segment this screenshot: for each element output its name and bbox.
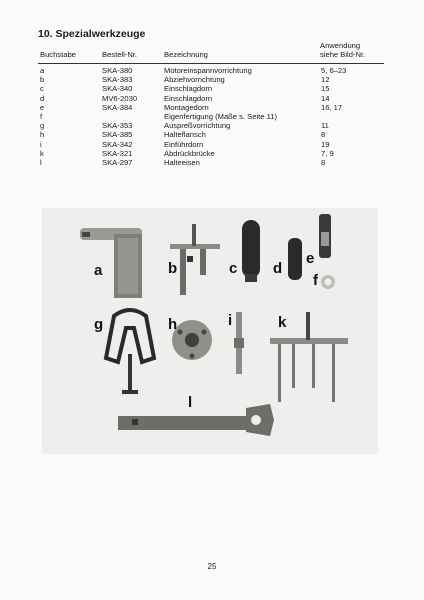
row-letter: a	[40, 66, 45, 75]
row-bezeichnung: Abdrückbrücke	[164, 148, 215, 158]
row-letter: k	[40, 148, 44, 158]
row-anwendung: 8	[321, 130, 326, 140]
row-bestell-nr: SKA-384	[102, 102, 133, 112]
tools-illustration	[42, 208, 378, 454]
row-bezeichnung: Einführdorn	[164, 139, 204, 149]
row-bestell-nr: SKA-297	[102, 158, 133, 167]
row-bezeichnung: Auspreßvorrichtung	[164, 121, 231, 131]
header-divider	[38, 63, 384, 64]
row-bestell-nr: MV6-2030	[102, 93, 138, 103]
row-letter: i	[40, 139, 42, 149]
row-bezeichnung: Montagedorn	[164, 102, 209, 112]
table-row	[0, 75, 424, 84]
tool-d-drawing	[288, 238, 302, 280]
row-letter: g	[40, 121, 45, 131]
photo-label-c: c	[229, 260, 238, 277]
table-row	[0, 94, 424, 103]
row-bestell-nr: SKA-385	[102, 130, 133, 140]
row-anwendung: 15	[321, 84, 330, 94]
tool-c-drawing	[242, 220, 260, 282]
table-row	[0, 140, 424, 149]
row-letter: f	[40, 112, 43, 121]
photo-label-g: g	[94, 316, 104, 333]
row-bezeichnung: Abziehvorrichtung	[164, 75, 225, 85]
photo-label-e: e	[306, 250, 315, 267]
row-anwendung: 12	[321, 75, 330, 85]
row-anwendung: 19	[321, 139, 330, 149]
table-row	[0, 149, 424, 158]
photo-label-i: i	[228, 312, 233, 329]
tool-g-drawing	[106, 310, 154, 394]
photo-label-a: a	[94, 262, 103, 279]
row-anwendung: 7, 9	[321, 148, 334, 158]
tool-a-drawing	[80, 228, 142, 298]
row-bezeichnung: Einschlagdorn	[164, 93, 213, 103]
row-anwendung: 8	[321, 158, 326, 167]
photo-label-l: l	[188, 394, 193, 411]
row-bestell-nr: SKA-380	[102, 66, 133, 75]
row-bestell-nr: SKA-340	[102, 84, 133, 94]
tool-l-drawing	[118, 404, 274, 436]
row-anwendung: 11	[321, 121, 329, 131]
row-bestell-nr: SKA-353	[102, 121, 133, 131]
row-letter: e	[40, 102, 45, 112]
table-row	[0, 121, 424, 130]
row-letter: h	[40, 130, 45, 140]
row-bezeichnung: Halteeisen	[164, 158, 200, 167]
row-letter: c	[40, 84, 44, 94]
photo-label-b: b	[168, 260, 178, 277]
tool-e-drawing	[319, 214, 331, 258]
tools-photo	[42, 208, 378, 454]
tool-b-drawing	[170, 224, 220, 295]
tool-f-drawing	[321, 275, 335, 289]
row-letter: d	[40, 93, 45, 103]
photo-label-f: f	[313, 272, 318, 289]
tool-h-drawing	[172, 320, 212, 360]
row-bestell-nr: SKA-321	[102, 148, 133, 158]
table-row	[0, 158, 424, 167]
row-bezeichnung: Einschlagdorn	[164, 84, 213, 94]
table-row	[0, 130, 424, 139]
row-letter: b	[40, 75, 45, 85]
page-number: 25	[207, 562, 217, 571]
table-row	[0, 66, 424, 75]
table-row	[0, 84, 424, 93]
tool-i-drawing	[234, 312, 244, 374]
row-bestell-nr: SKA-383	[102, 75, 133, 85]
header-anwendung-line2: siehe Bild-Nr.	[320, 50, 366, 59]
header-buchstabe: Buchstabe	[40, 50, 76, 59]
row-bezeichnung: Eigenfertigung (Maße s. Seite 11)	[164, 112, 277, 121]
header-anwendung-line1: Anwendung	[320, 41, 361, 50]
photo-label-h: h	[168, 316, 178, 333]
photo-label-d: d	[273, 260, 283, 277]
header-bezeichnung: Bezeichnung	[164, 50, 208, 59]
table-row	[0, 112, 424, 121]
header-bestell-nr: Bestell-Nr.	[102, 50, 138, 59]
row-bezeichnung: Halteflansch	[164, 130, 206, 140]
table-row	[0, 103, 424, 112]
row-bezeichnung: Motoreinspannvorrichtung	[164, 66, 252, 75]
row-anwendung: 16, 17	[321, 102, 343, 112]
row-anwendung: 14	[321, 93, 330, 103]
photo-label-k: k	[278, 314, 287, 331]
row-bestell-nr: SKA-342	[102, 139, 133, 149]
row-letter: l	[40, 158, 42, 167]
page-title: 10. Spezialwerkzeuge	[38, 28, 146, 40]
row-anwendung: 5, 6–23	[321, 66, 347, 75]
